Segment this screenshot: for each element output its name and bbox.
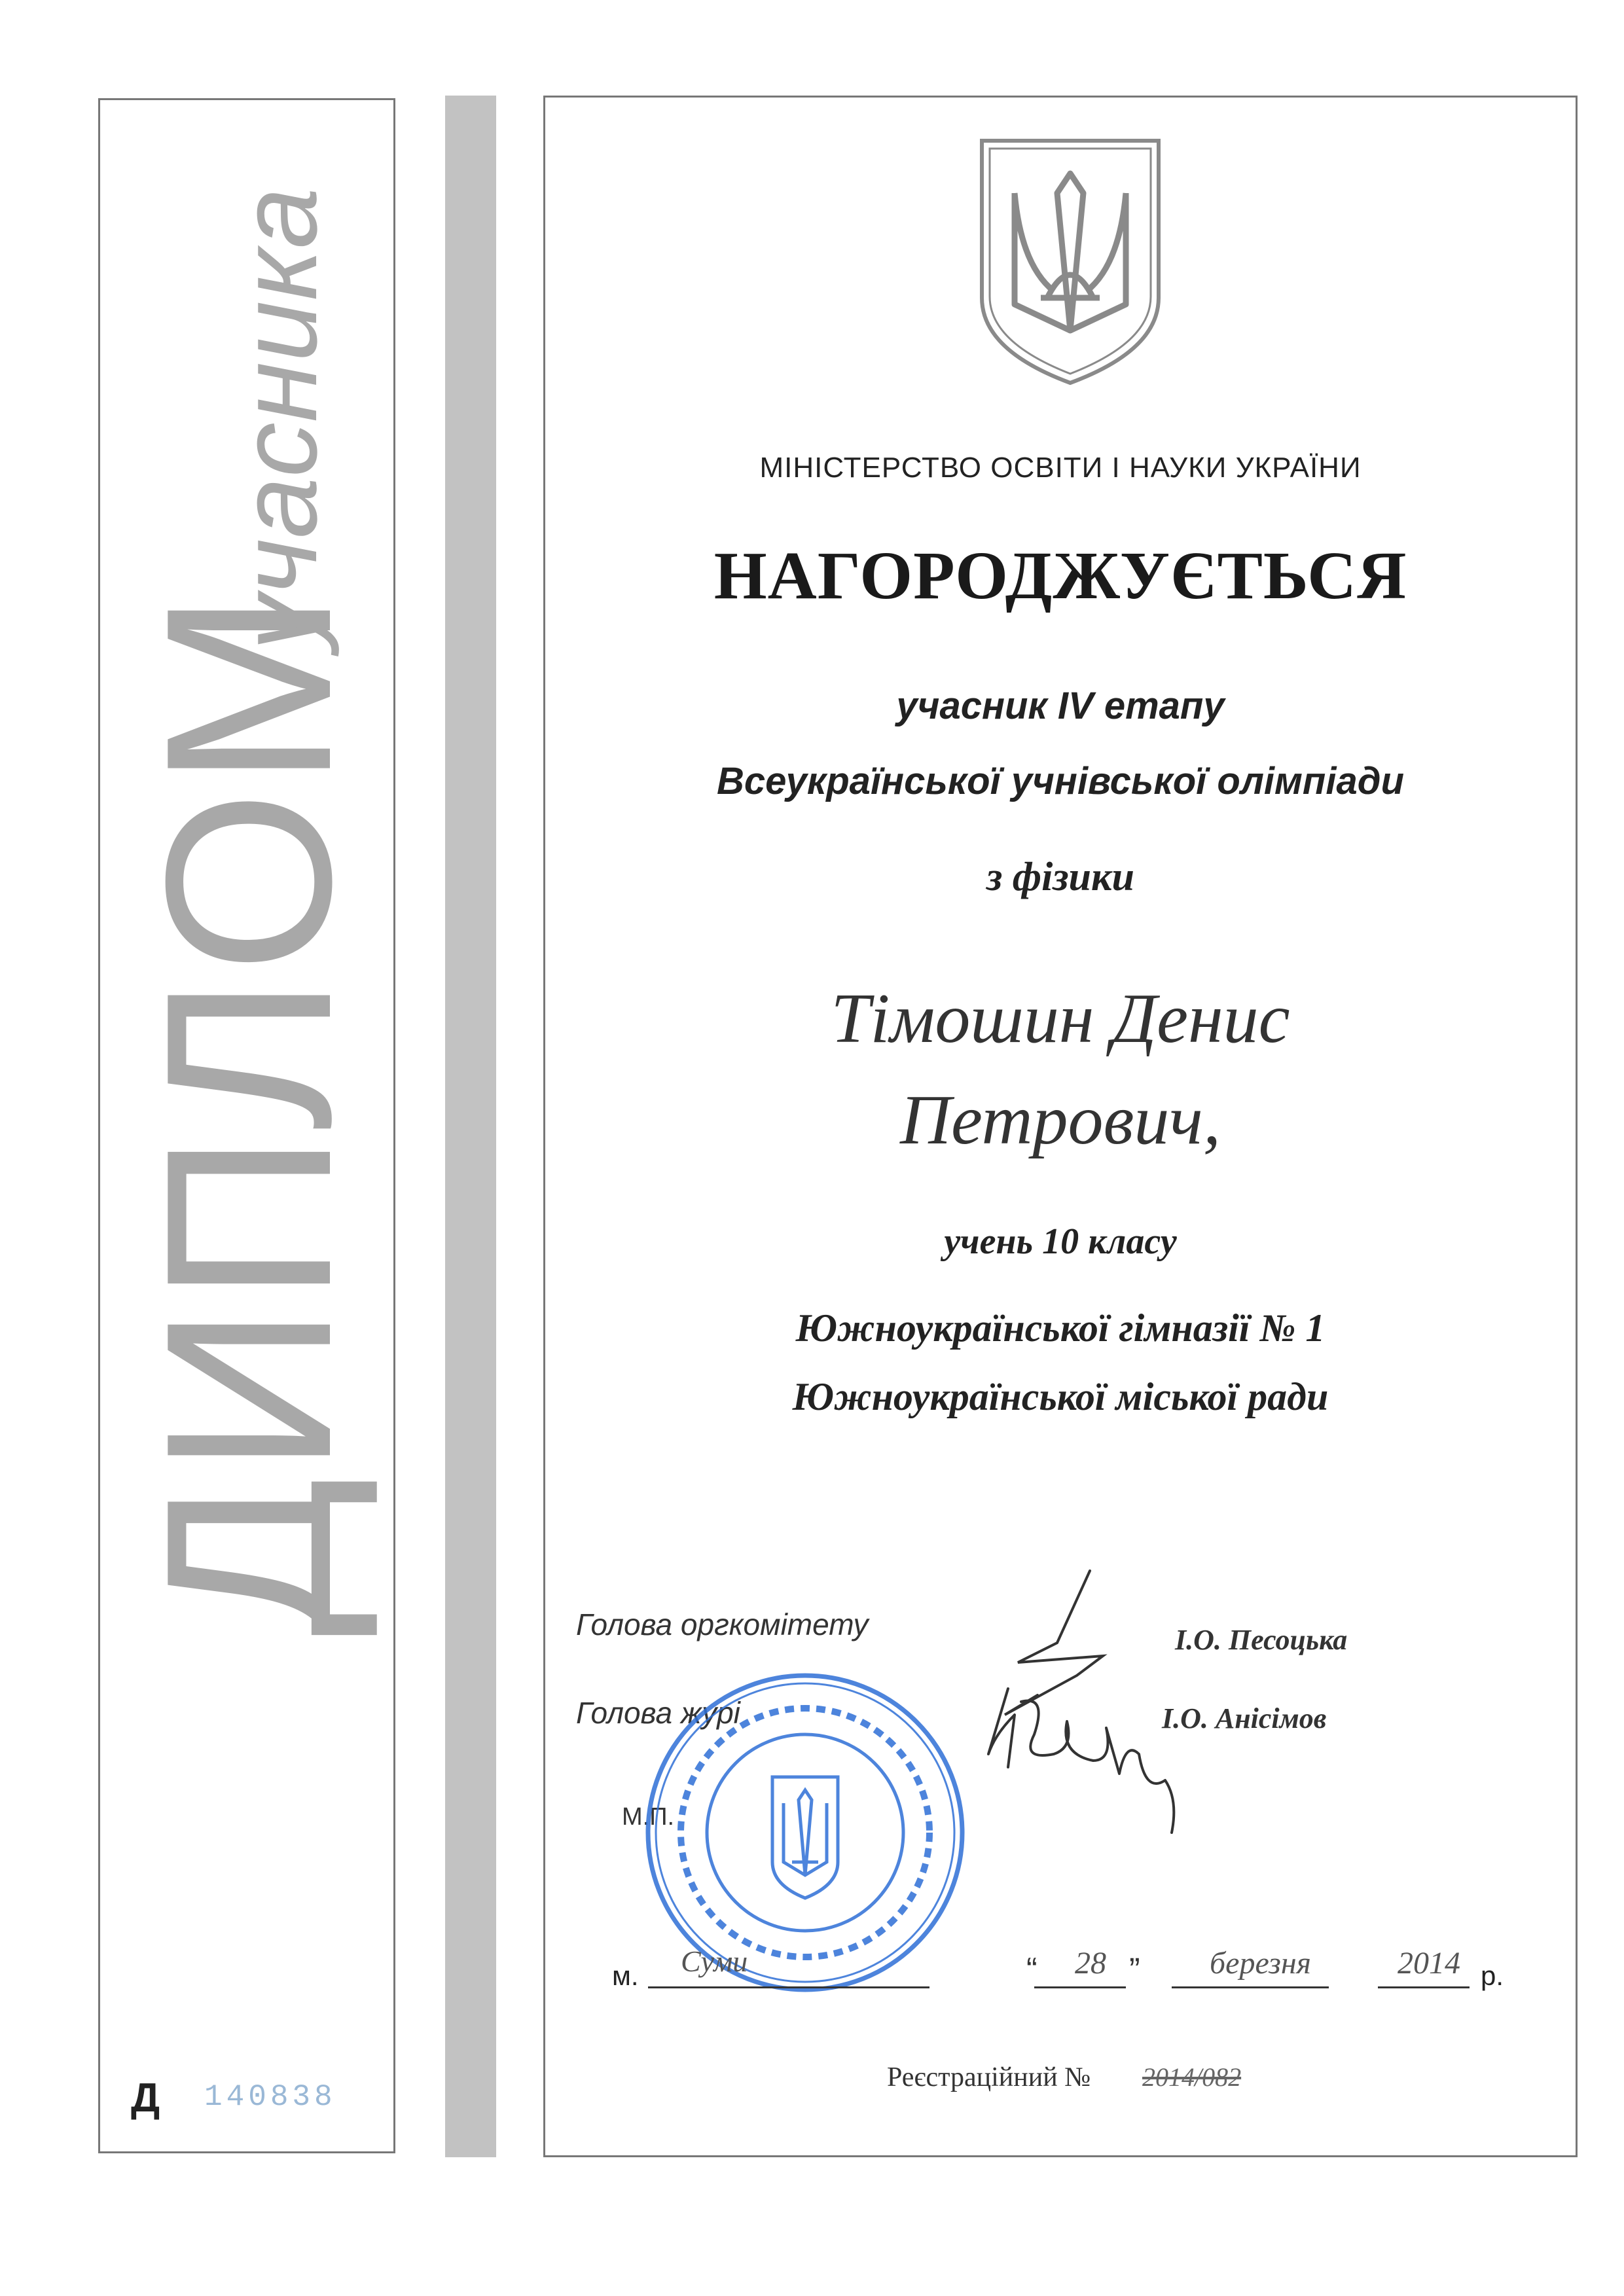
coat-of-arms-icon — [975, 134, 1165, 389]
year-underline — [1378, 1986, 1470, 1988]
month-underline — [1172, 1986, 1329, 1988]
participant-stage-line: учасник IV етапу — [896, 685, 1225, 727]
serial-prefix: Д — [131, 2075, 160, 2121]
city-value: Суми — [681, 1945, 748, 1978]
date-quote-open: “ — [1026, 1951, 1038, 1988]
date-year: 2014 — [1398, 1946, 1460, 1981]
grade-line: учень 10 класу — [944, 1221, 1177, 1262]
school-line2: Южноукраїнської міської ради — [792, 1375, 1329, 1418]
org-committee-name: І.О. Песоцька — [1175, 1624, 1348, 1656]
olympiad-line: Всеукраїнської учнівської олімпіади — [716, 760, 1405, 802]
city-prefix: м. — [612, 1960, 639, 1991]
school-line1: Южноукраїнської гімназії № 1 — [795, 1306, 1326, 1350]
year-suffix: р. — [1481, 1960, 1504, 1991]
org-committee-role: Голова оргкомітету — [576, 1607, 869, 1641]
participant-word: учасника — [217, 187, 340, 651]
grey-band — [445, 96, 496, 2157]
registration-label: Реєстраційний № — [887, 2062, 1091, 2092]
date-month: березня — [1210, 1946, 1311, 1981]
recipient-name-line1: Тімошин Денис — [831, 980, 1290, 1058]
seal-place-label: М.П. — [622, 1803, 675, 1831]
awarded-heading: НАГОРОДЖУЄТЬСЯ — [713, 538, 1407, 613]
ministry-title: МІНІСТЕРСТВО ОСВІТИ І НАУКИ УКРАЇНИ — [759, 452, 1362, 484]
city-underline — [648, 1986, 929, 1988]
serial-number: 140838 — [204, 2080, 336, 2114]
subject-line: з фізики — [986, 855, 1134, 899]
registration-number: 2014/082 — [1142, 2062, 1242, 2092]
diploma-word: ДИПЛОМ — [117, 588, 380, 1637]
jury-role: Голова журі — [576, 1696, 740, 1730]
day-underline — [1034, 1986, 1126, 1988]
date-quote-close: ” — [1129, 1951, 1140, 1988]
date-day: 28 — [1075, 1946, 1106, 1981]
jury-name: І.О. Анісімов — [1162, 1702, 1327, 1734]
recipient-name-line2: Петрович, — [900, 1081, 1221, 1159]
